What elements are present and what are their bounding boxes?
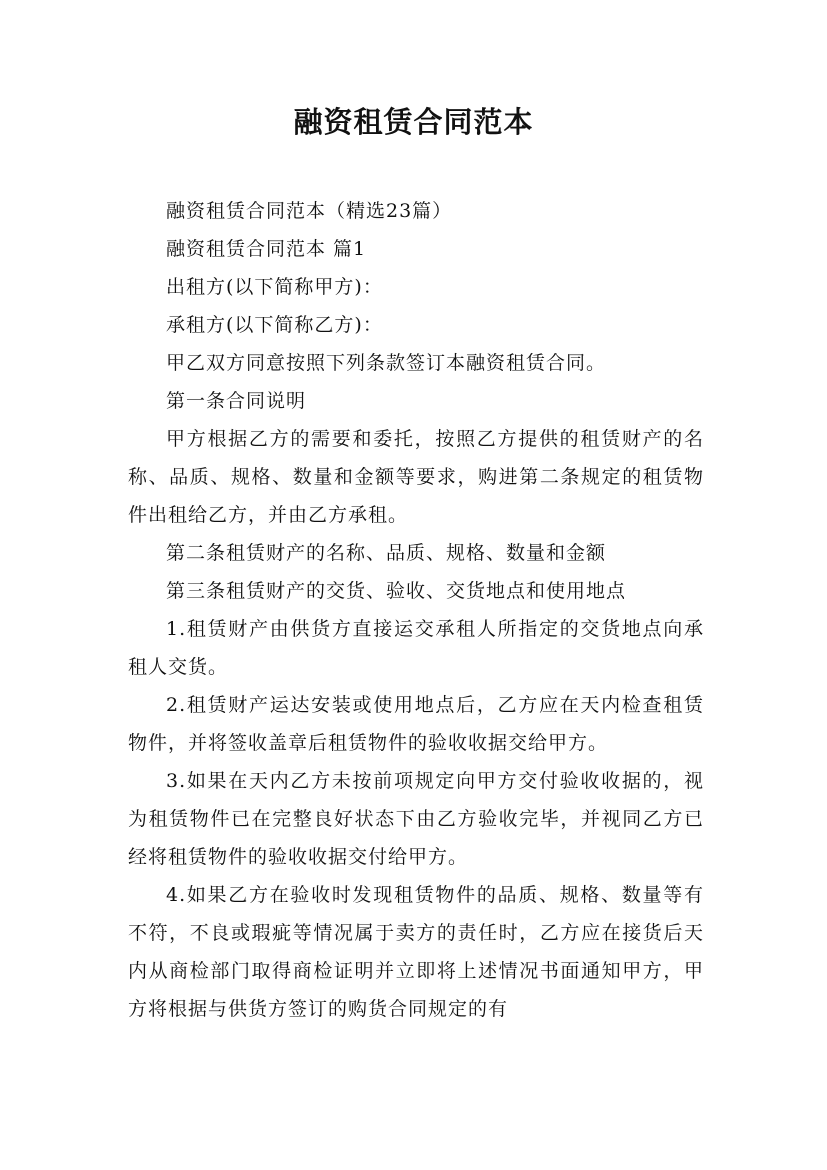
paragraph: 2.租赁财产运达安装或使用地点后，乙方应在天内检查租赁物件，并将签收盖章后租赁物件的验收收据交给甲方。 — [128, 694, 704, 754]
paragraph: 1.租赁财产由供货方直接运交承租人所指定的交货地点向承租人交货。 — [128, 618, 704, 678]
paragraph: 出租方(以下简称甲方)： — [166, 276, 383, 298]
paragraph: 甲方根据乙方的需要和委托，按照乙方提供的租赁财产的名称、品质、规格、数量和金额等要求，购进第二条规定的租赁物件出租给乙方，并由乙方承租。 — [128, 428, 704, 526]
document-title: 融资租赁合同范本 — [293, 105, 534, 139]
paragraph: 第一条合同说明 — [166, 390, 307, 412]
paragraph: 融资租赁合同范本（精选23篇） — [166, 200, 453, 222]
paragraph: 承租方(以下简称乙方)： — [166, 314, 383, 336]
paragraph: 融资租赁合同范本 篇1 — [166, 238, 367, 260]
document-body — [128, 192, 704, 1028]
paragraph: 4.如果乙方在验收时发现租赁物件的品质、规格、数量等有不符，不良或瑕疵等情况属于卖方的责任时，乙方应在接货后天内从商检部门取得商检证明并立即将上述情况书面通知甲方，甲方将根据与供货方签订的购货合同规定的有 — [128, 884, 704, 1020]
paragraph: 甲乙双方同意按照下列条款签订本融资租赁合同。 — [166, 352, 607, 374]
paragraph: 3.如果在天内乙方未按前项规定向甲方交付验收收据的，视为租赁物件已在完整良好状态下由乙方验收完毕，并视同乙方已经将租赁物件的验收收据交付给甲方。 — [128, 770, 704, 868]
paragraph: 第二条租赁财产的名称、品质、规格、数量和金额 — [166, 542, 607, 564]
paragraph: 第三条租赁财产的交货、验收、交货地点和使用地点 — [166, 580, 627, 602]
